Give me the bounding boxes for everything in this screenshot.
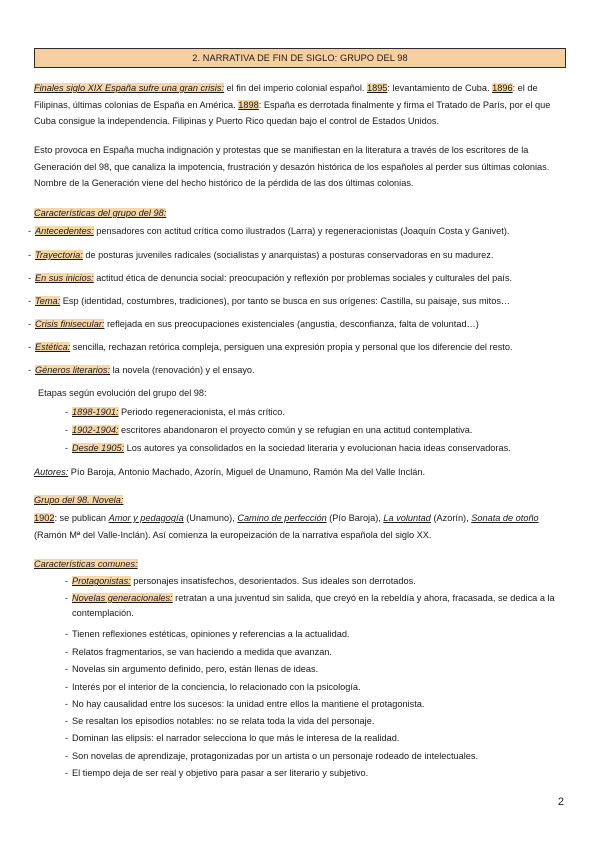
bullet-dash: - [65,664,69,674]
bullet-dash: - [65,425,69,435]
stage-item [72,441,558,455]
common-feature-text: No hay causalidad entre los sucesos: la unidad entre ellos la mantiene el protagonista. [72,699,425,709]
context-paragraph: Esto provoca en España mucha indignación y protestas que se manifiestan en la literatura a través de los escritores de la Generación del 98, que canaliza la impotencia, frustración y desazón histórica de los españoles al perder sus últimas colonias. Nombre de la Generación viene del hecho histórico de la pérdida de las dos últimas colonias. [34,145,550,189]
bullet-dash: - [65,751,69,761]
characteristic-text: actitud ética de denuncia social: preocupación y reflexión por problemas sociales y culturales del país. [93,273,512,283]
characteristic-text: sencilla, rechazan retórica compleja, persiguen una expresión propia y personal que los diferencie del resto. [70,342,513,352]
stage-label: Desde 1905: [72,443,125,453]
characteristic-label: Crisis finisecular: [35,319,105,329]
common-feature-item [72,591,566,621]
stage-item [72,423,558,437]
common-feature-text: Tienen reflexiones estéticas, opiniones y referencias a la actualidad. [72,629,350,639]
bullet-dash: - [65,576,69,586]
bullet-dash: - [28,319,32,329]
bullet-dash: - [28,365,32,375]
characteristic-text: de posturas juveniles radicales (socialistas y anarquistas) a posturas conservadoras en su madurez. [82,250,494,260]
characteristic-label: Tema: [35,296,61,306]
common-feature-item [72,697,566,711]
common-feature-item [72,731,566,745]
characteristic-label: En sus inicios: [35,273,94,283]
bullet-dash: - [28,250,32,260]
book-la-voluntad: La voluntad [383,513,431,523]
characteristic-item [28,224,568,238]
characteristic-label: Trayectoria: [35,250,83,260]
common-feature-label: Novelas generacionales: [72,593,173,603]
authors-label: Autores: [34,467,69,477]
bullet-dash: - [28,342,32,352]
section-title: 2. NARRATIVA DE FIN DE SIGLO: GRUPO DEL 98 [34,48,566,68]
bullet-dash: - [28,296,32,306]
characteristic-text: reflejada en sus preocupaciones existenciales (angustia, desconfianza, falta de voluntad…) [104,319,479,329]
common-feature-text: Se resaltan los episodios notables: no se relata toda la vida del personaje. [72,716,375,726]
year-1896: 1896 [492,83,513,93]
common-feature-text: Interés por el interior de la conciencia, lo relacionado con la psicología. [72,682,361,692]
common-feature-item [72,749,566,763]
novel-heading: Grupo del 98. Novela: [34,495,124,505]
bullet-dash: - [65,733,69,743]
stage-item [72,405,558,419]
characteristic-item [28,248,568,262]
common-feature-label: Protagonistas: [72,576,131,586]
characteristic-item [28,340,568,354]
bullet-dash: - [65,682,69,692]
characteristic-label: Antecedentes: [35,226,94,236]
year-1895: 1895 [366,83,388,93]
stages-heading: Etapas según evolución del grupo del 98: [38,388,207,398]
characteristic-label: Géneros literarios: [35,365,111,375]
bullet-dash: - [65,716,69,726]
bullet-dash: - [28,273,32,283]
stage-text: Periodo regeneracionista, el más crítico. [118,407,285,417]
characteristic-item [28,317,568,331]
bullet-dash: - [65,593,69,603]
book-amor-y-pedagogia: Amor y pedagogía [108,513,184,523]
common-feature-item [72,766,566,780]
common-feature-text: retratan a una juventud sin salida, que creyó en la rebeldía y ahora, fracasada, se dedica a la contemplación. [72,593,555,618]
stage-label: 1898-1901: [72,407,119,417]
intro-paragraph: Finales siglo XIX España sufre una gran crisis: el fin del imperio colonial español. 1895: levantamiento de Cuba. 1896: el de Filipinas, últimas colonias de España en América. 1898: España es derrotada finalmente y firma el Tratado de París, por el que Cuba consigue la independencia. Filipinas y Puerto Rico quedan bajo el control de Estados Unidos. [34,83,551,127]
stage-text: Los autores ya consolidados en la sociedad literaria y evolucionan hacia ideas conservadoras. [124,443,511,453]
authors-line: Autores: Pío Baroja, Antonio Machado, Azorín, Miguel de Unamuno, Ramón Ma del Valle Inclán. [34,467,426,477]
book-sonata-de-otono: Sonata de otoño [471,513,539,523]
characteristic-text: pensadores con actitud crítica como ilustrados (Larra) y regeneracionistas (Joaquín Costa y Ganivet). [93,226,510,236]
bullet-dash: - [65,443,69,453]
bullet-dash: - [28,226,32,236]
common-feature-text: Son novelas de aprendizaje, protagonizadas por un artista o un personaje rodeado de intelectuales. [72,751,479,761]
intro-lead: Finales siglo XIX España sufre una gran crisis: [34,83,224,93]
stage-label: 1902-1904: [72,425,119,435]
characteristic-text: la novela (renovación) y el ensayo. [110,365,255,375]
common-features-heading: Características comunes: [34,559,138,569]
characteristic-item [28,271,568,285]
characteristic-item [28,294,568,308]
common-feature-text: personajes insatisfechos, desorientados. Sus ideales son derrotados. [130,576,416,586]
common-feature-item [72,662,566,676]
bullet-dash: - [65,699,69,709]
common-feature-text: El tiempo deja de ser real y objetivo para pasar a ser literario y subjetivo. [72,768,369,778]
stage-text: escritores abandonaron el proyecto común y se refugian en una actitud contemplativa. [118,425,473,435]
common-feature-text: Relatos fragmentarios, se van haciendo a medida que avanzan. [72,647,332,657]
novel-paragraph: 1902: se publican Amor y pedagogía (Unamuno), Camino de perfección (Pío Baroja), La voluntad (Azorín), Sonata de otoño (Ramón Mª del Valle-Inclán). Así comienza la europeización de la narrativa española del siglo XX. [34,513,539,540]
characteristic-text: Esp (identidad, costumbres, tradiciones), por tanto se busca en sus orígenes: Castilla, su paisaje, sus mitos… [60,296,511,306]
bullet-dash: - [65,647,69,657]
bullet-dash: - [65,768,69,778]
common-feature-item [72,680,566,694]
common-feature-item [72,645,566,659]
common-feature-item [72,574,566,588]
page-number: 2 [557,796,564,808]
characteristic-label: Estética: [35,342,71,352]
common-feature-item [72,714,566,728]
characteristics-heading: Características del grupo del 98: [34,208,167,218]
common-feature-text: Dominan las elipsis: el narrador selecciona lo que más le interesa de la realidad. [72,733,400,743]
common-feature-text: Novelas sin argumento definido, pero, están llenas de ideas. [72,664,319,674]
common-feature-item [72,627,566,641]
year-1898: 1898 [238,99,259,110]
bullet-dash: - [65,629,69,639]
year-1902: 1902 [34,513,55,523]
book-camino-de-perfeccion: Camino de perfección [237,513,327,523]
characteristic-item [28,363,568,377]
bullet-dash: - [65,407,69,417]
